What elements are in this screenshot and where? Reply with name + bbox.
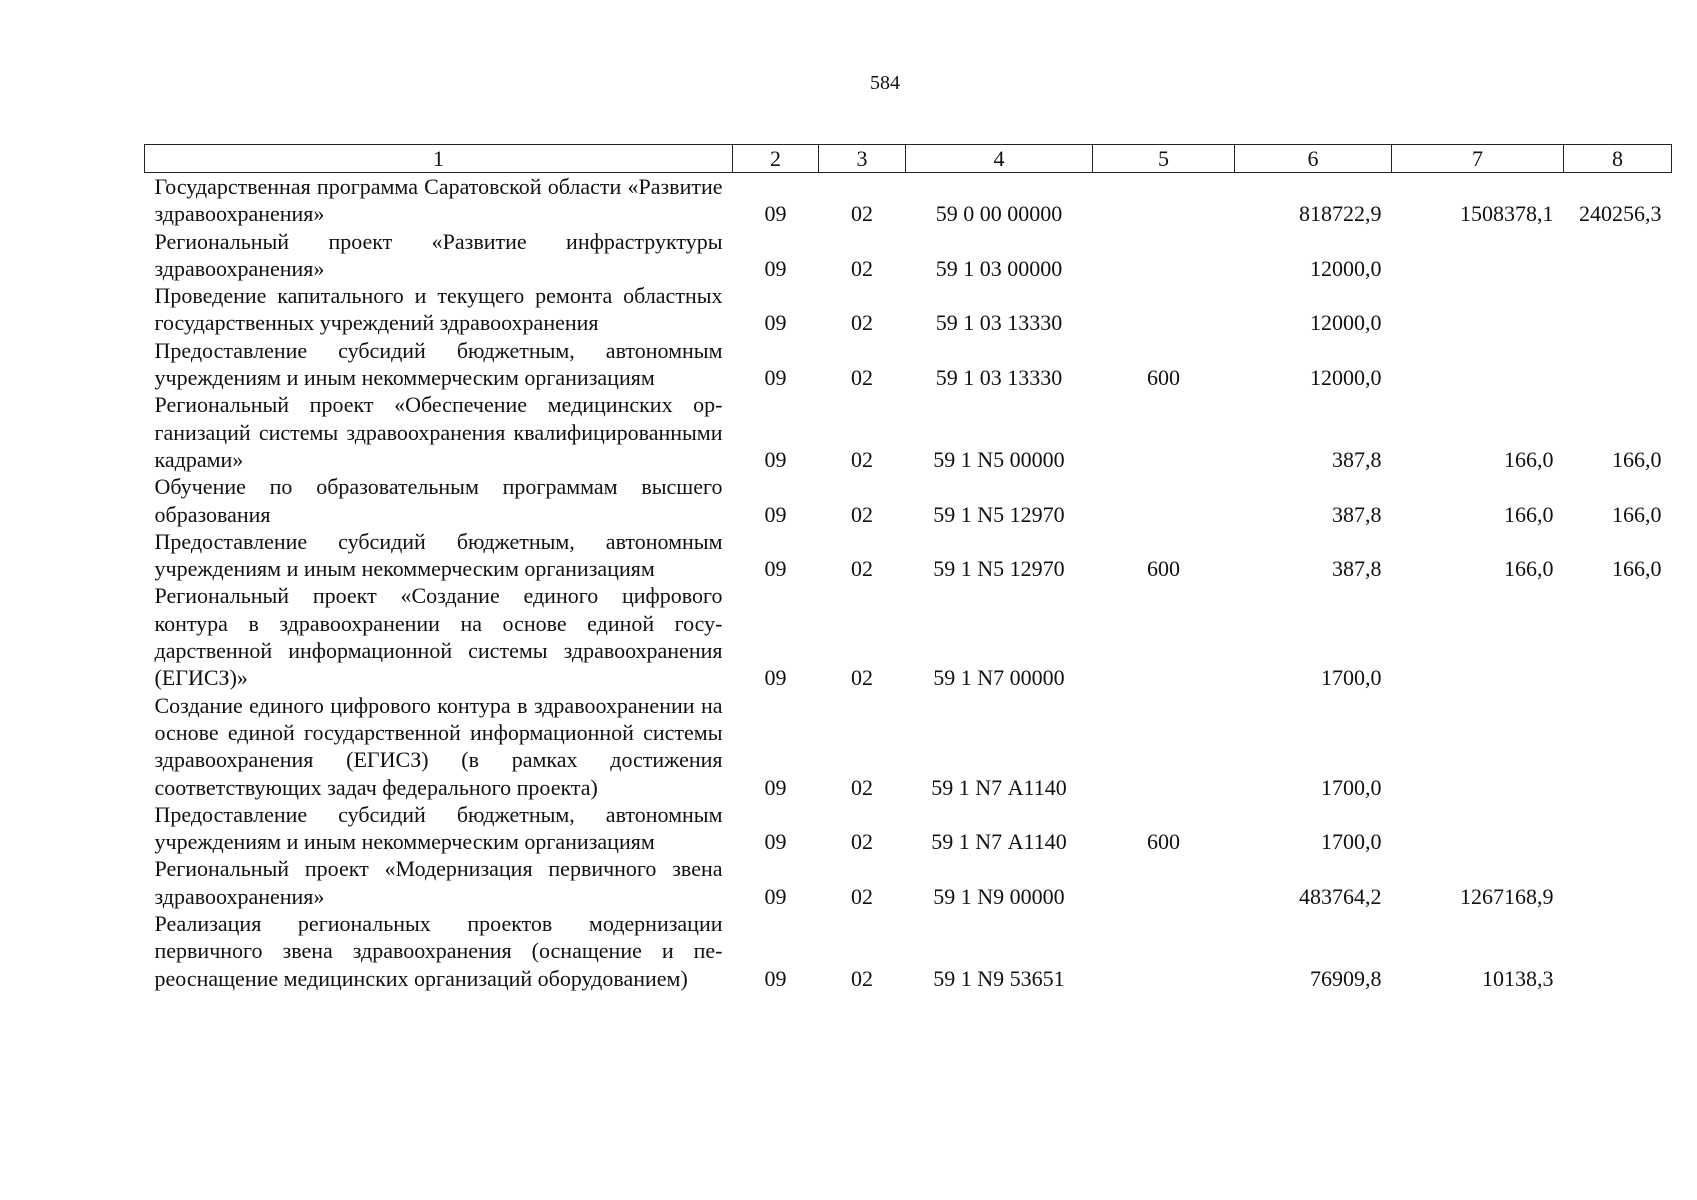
row-value-6: 1700,0: [1321, 774, 1382, 800]
row-value-7: [1392, 692, 1564, 801]
table-row: [145, 282, 1672, 337]
row-value-7: [1392, 228, 1564, 283]
column-header-5: 5: [1093, 145, 1235, 173]
row-subsection: 02: [851, 883, 873, 909]
table-row: [145, 228, 1672, 283]
row-value-7: 166,0: [1504, 501, 1554, 527]
table-row: [145, 173, 1672, 228]
row-value-6: 483764,2: [1299, 883, 1382, 909]
row-subsection: 02: [851, 965, 873, 991]
page-number: 584: [870, 72, 900, 94]
row-section: 09: [764, 310, 787, 336]
table-row: [145, 391, 1672, 473]
row-section: 09: [764, 501, 787, 527]
row-value-6: 387,8: [1332, 556, 1382, 582]
row-value-7: 166,0: [1504, 446, 1554, 472]
column-header-6: 6: [1235, 145, 1392, 173]
table-row: [145, 473, 1672, 528]
row-value-7: 1508378,1: [1460, 201, 1554, 227]
row-name: Обучение по образовательным программам высшего образования: [154, 474, 723, 527]
row-section: 09: [764, 556, 787, 582]
row-target-code: 59 1 03 00000: [935, 255, 1063, 281]
column-header-8: 8: [1564, 145, 1672, 173]
row-target-code: 59 1 N7 А1140: [931, 829, 1067, 855]
row-target-code: 59 1 N5 00000: [933, 446, 1065, 472]
row-target-code: 59 0 00 00000: [935, 201, 1063, 227]
row-value-7: [1392, 337, 1564, 392]
column-header-4: 4: [906, 145, 1093, 173]
row-name: Предоставление субсидий бюджетным, автономным учреждениям и иным некоммерческим организациям: [154, 337, 723, 391]
row-value-6: 387,8: [1332, 501, 1382, 527]
row-expense-type: 600: [1147, 829, 1180, 855]
row-value-8: 166,0: [1612, 446, 1662, 472]
row-section: 09: [764, 965, 787, 991]
row-section: 09: [764, 829, 787, 855]
row-expense-type: [1093, 473, 1235, 528]
row-name: Государственная программа Саратовской области «Развитие здравоохранения»: [154, 174, 723, 227]
row-subsection: 02: [851, 556, 873, 582]
row-value-8: [1564, 692, 1672, 801]
row-value-6: 387,8: [1332, 446, 1382, 472]
row-value-8: [1564, 337, 1672, 392]
row-section: 09: [764, 255, 787, 281]
row-expense-type: [1093, 855, 1235, 910]
row-subsection: 02: [851, 446, 873, 472]
row-expense-type: [1093, 692, 1235, 801]
row-value-8: [1564, 582, 1672, 691]
row-value-8: [1564, 910, 1672, 992]
row-expense-type: [1093, 173, 1235, 228]
row-value-8: 240256,3: [1579, 201, 1662, 227]
row-value-8: [1564, 801, 1672, 856]
row-value-7: 1267168,9: [1460, 883, 1554, 909]
row-name: Проведение капитального и текущего ремонта областных государственных учреждений здравоохранения: [154, 283, 723, 336]
row-target-code: 59 1 N5 12970: [933, 501, 1065, 527]
budget-table: [144, 144, 1672, 992]
column-header-3: 3: [819, 145, 906, 173]
row-value-7: 166,0: [1504, 556, 1554, 582]
row-name: Предоставление субсидий бюджетным, автономным учреждениям и иным некоммерческим организациям: [154, 528, 723, 582]
row-subsection: 02: [851, 255, 873, 281]
row-name: Региональный проект «Создание единого цифрового контура в здравоохранении на основе единой государственной информационной системы здравоохранения (ЕГИСЗ)»: [154, 583, 723, 691]
column-header-7: 7: [1392, 145, 1564, 173]
row-subsection: 02: [851, 201, 873, 227]
table-row: [145, 801, 1672, 856]
row-section: 09: [764, 446, 787, 472]
row-value-6: 76909,8: [1310, 965, 1382, 991]
row-expense-type: [1093, 282, 1235, 337]
column-header-2: 2: [733, 145, 819, 173]
row-target-code: 59 1 03 13330: [935, 365, 1063, 391]
row-value-8: [1564, 855, 1672, 910]
row-subsection: 02: [851, 365, 873, 391]
row-expense-type: 600: [1147, 556, 1180, 582]
row-value-6: 12000,0: [1310, 365, 1382, 391]
row-subsection: 02: [851, 501, 873, 527]
row-target-code: 59 1 N7 А1140: [931, 774, 1067, 800]
row-name: Региональный проект «Обеспечение медицинских организаций системы здравоохранения квалифицированными кадрами»: [154, 392, 723, 472]
row-value-6: 12000,0: [1310, 255, 1382, 281]
row-value-8: 166,0: [1612, 556, 1662, 582]
row-value-6: 1700,0: [1321, 829, 1382, 855]
row-section: 09: [764, 665, 787, 691]
table-row: [145, 855, 1672, 910]
row-name: Предоставление субсидий бюджетным, автономным учреждениям и иным некоммерческим организациям: [154, 801, 723, 855]
row-value-8: [1564, 228, 1672, 283]
table-row: [145, 337, 1672, 392]
header-row: [145, 145, 1672, 173]
row-target-code: 59 1 N9 00000: [933, 883, 1065, 909]
table-row: [145, 910, 1672, 992]
row-value-7: [1392, 801, 1564, 856]
row-expense-type: [1093, 910, 1235, 992]
row-value-8: 166,0: [1612, 501, 1662, 527]
row-section: 09: [764, 365, 787, 391]
row-value-7: [1392, 282, 1564, 337]
row-target-code: 59 1 N7 00000: [933, 665, 1065, 691]
row-target-code: 59 1 03 13330: [935, 310, 1063, 336]
table-row: [145, 528, 1672, 583]
row-name: Региональный проект «Развитие инфраструктуры здравоохранения»: [154, 228, 723, 281]
row-name: Реализация региональных проектов модернизации первичного звена здравоохранения (оснащение и переоснащение медицинских организаций оборудованием): [154, 911, 723, 991]
row-value-8: [1564, 282, 1672, 337]
table-row: [145, 582, 1672, 691]
row-target-code: 59 1 N5 12970: [933, 556, 1065, 582]
row-subsection: 02: [851, 310, 873, 336]
row-expense-type: 600: [1147, 365, 1180, 391]
column-header-1: 1: [145, 145, 733, 173]
row-subsection: 02: [851, 774, 873, 800]
row-subsection: 02: [851, 829, 873, 855]
row-expense-type: [1093, 228, 1235, 283]
row-section: 09: [764, 883, 787, 909]
row-subsection: 02: [851, 665, 873, 691]
row-section: 09: [764, 201, 787, 227]
row-value-6: 12000,0: [1310, 310, 1382, 336]
row-section: 09: [764, 774, 787, 800]
row-value-6: 1700,0: [1321, 665, 1382, 691]
row-expense-type: [1093, 582, 1235, 691]
table-row: [145, 692, 1672, 801]
row-value-6: 818722,9: [1299, 201, 1382, 227]
row-name: Создание единого цифрового контура в здравоохранении на основе единой государственной информационной системы здравоохранения (ЕГИСЗ) (в рамках достижения соответствующих задач федерального проекта): [154, 692, 723, 800]
row-expense-type: [1093, 391, 1235, 473]
row-value-7: [1392, 582, 1564, 691]
row-name: Региональный проект «Модернизация первичного звена здравоохранения»: [154, 856, 723, 909]
row-target-code: 59 1 N9 53651: [933, 965, 1065, 991]
row-value-7: 10138,3: [1482, 965, 1554, 991]
